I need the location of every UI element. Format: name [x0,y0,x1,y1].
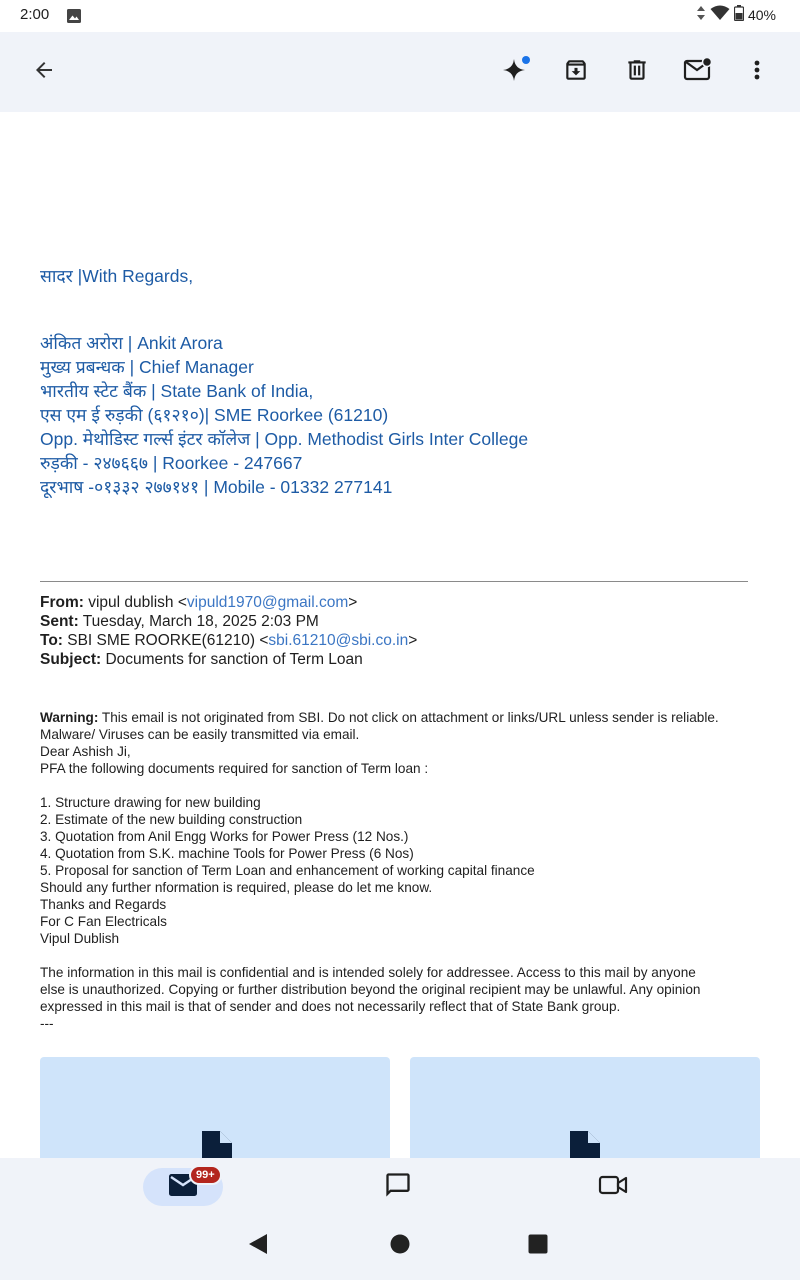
signature-line: दूरभाष -०१३३२ २७७१४१ | Mobile - 01332 277141 [40,477,393,497]
warning-label: Warning: [40,710,99,725]
intro: PFA the following documents required for sanction of Term loan : [40,761,429,776]
gallery-notification-icon [66,8,82,29]
signature-line: भारतीय स्टेट बैंक | State Bank of India, [40,381,314,401]
closing-line: Should any further nformation is required, please do let me know. [40,880,433,895]
status-bar [0,0,800,32]
from-row [40,593,417,612]
to-row [40,631,417,650]
back-arrow-icon[interactable] [24,50,64,90]
video-icon [598,1173,628,1202]
system-recents-button[interactable] [526,1232,550,1256]
forwarded-header [40,593,417,669]
document-item: 1. Structure drawing for new building [40,795,261,810]
archive-icon[interactable] [556,50,596,90]
separator: --- [40,1016,54,1031]
app-bar [0,32,800,112]
signature-block [40,331,528,499]
system-home-button[interactable] [388,1232,412,1256]
signature-line: रुड़की - २४७६६७ | Roorkee - 247667 [40,453,303,473]
battery-level: 40% [747,6,776,23]
disclaimer-line: expressed in this mail is that of sender and does not necessarily reflect that of State Bank group. [40,999,621,1014]
closing-line: Vipul Dublish [40,931,120,946]
mark-unread-icon[interactable] [678,50,718,90]
nav-meet[interactable] [573,1168,653,1206]
sent-row [40,612,417,631]
warning-line-2: Malware/ Viruses can be easily transmitted via email. [40,727,360,742]
nav-mail[interactable] [143,1168,223,1206]
signature-regards: सादर |With Regards, [40,266,194,286]
unread-badge: 99+ [189,1165,222,1185]
to-email-link[interactable]: sbi.61210@sbi.co.in [268,632,409,649]
from-label: From: [40,594,84,611]
bottom-nav [0,1158,800,1280]
greeting: Dear Ashish Ji, [40,744,131,759]
signature-line: Opp. मेथोडिस्ट गर्ल्स इंटर कॉलेज | Opp. Methodist Girls Inter College [40,429,529,449]
document-icon [200,1131,232,1158]
document-item: 2. Estimate of the new building construction [40,812,303,827]
subject-value: Documents for sanction of Term Loan [101,651,363,668]
sent-label: Sent: [40,613,79,630]
disclaimer-line: The information in this mail is confidential and is intended solely for addressee. Access to this mail by anyone [40,965,696,980]
status-right [696,5,776,24]
gemini-sparkle-icon[interactable] [496,50,536,90]
attachment-card-2[interactable] [410,1057,760,1158]
warning-text: This email is not originated from SBI. Do not click on attachment or links/URL unless sender is reliable. [98,710,719,725]
blank-line [40,777,770,794]
closing-line: Thanks and Regards [40,897,167,912]
system-back-button[interactable] [246,1232,270,1256]
status-time: 2:00 [20,6,50,23]
warning-line [40,709,770,726]
disclaimer-line: else is unauthorized. Copying or further distribution beyond the original recipient may be unlawful. Any opinion [40,982,701,997]
delete-icon[interactable] [617,50,657,90]
document-item: 4. Quotation from S.K. machine Tools for Power Press (6 Nos) [40,846,414,861]
to-name: SBI SME ROORKE(61210) < [62,632,269,649]
divider [40,581,748,582]
document-item: 3. Quotation from Anil Engg Works for Power Press (12 Nos.) [40,829,409,844]
to-label: To: [40,632,63,649]
battery-icon [734,5,744,24]
wifi-icon [710,5,730,24]
sent-value: Tuesday, March 18, 2025 2:03 PM [78,613,319,630]
attachment-card-1[interactable] [40,1057,390,1158]
nav-chat[interactable] [358,1168,438,1206]
from-close: > [348,594,358,611]
email-content[interactable] [0,112,800,1158]
document-icon [568,1131,600,1158]
signature-line: एस एम ई रुड़की (६१२१०)| SME Roorkee (61210) [40,405,389,425]
signature-line: अंकित अरोरा | Ankit Arora [40,333,223,353]
more-vert-icon[interactable] [737,50,777,90]
document-item: 5. Proposal for sanction of Term Loan and enhancement of working capital finance [40,863,535,878]
chat-icon [384,1171,412,1204]
from-email-link[interactable]: vipuld1970@gmail.com [186,594,349,611]
from-name: vipul dublish < [83,594,187,611]
subject-label: Subject: [40,651,102,668]
closing-line: For C Fan Electricals [40,914,167,929]
email-body [40,709,770,1032]
signature-line: मुख्य प्रबन्धक | Chief Manager [40,357,254,377]
to-close: > [408,632,418,649]
signal-icon [696,5,706,24]
subject-row [40,650,417,669]
blank-line [40,947,770,964]
